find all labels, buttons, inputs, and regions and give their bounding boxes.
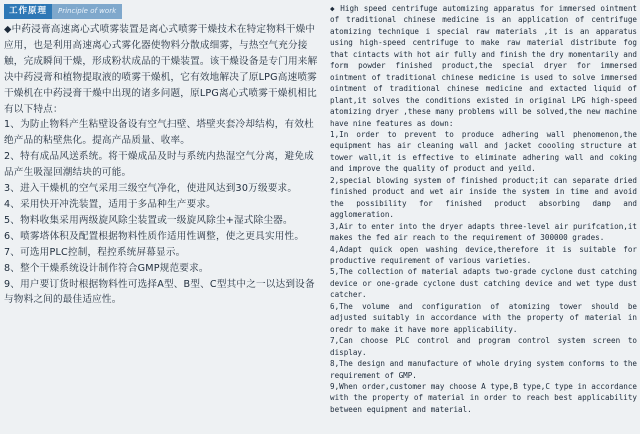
- en-item-9: 9,When order,customer may choose A type,B type,C type in accordance with the property of material in order to reach best applicability between equipment and material.: [330, 381, 637, 414]
- cn-item-3: 3、进入干燥机的空气采用三级空气净化，使进风达到30万级要求。: [4, 183, 298, 195]
- cn-item-6: 6、喷雾塔体积及配置根据物料性质作适用性调整，使之更具实用性。: [4, 230, 305, 242]
- cn-intro: ◆中药浸膏高速离心式喷雾装置是离心式喷雾干燥技术在特定物料干燥中应用，也是利用高速离心式雾化器使物料分散成细雾，与热空气充分接触，完成瞬间干燥，形成粉状成品的干燥装置。该干燥设备是专门用来解决中药浸膏和植物提取液的喷雾干燥机，它有效地解决了原LPG高速喷雾干燥机在中药浸膏干燥中出现的诸多问题，原LPG离心式喷雾干燥机相比有以下特点：: [4, 24, 318, 115]
- en-item-4: 4,Adapt quick open washing device,therefore it is suitable for productive requirement of various varieties.: [330, 244, 637, 265]
- en-item-5: 5,The collection of material adapts two-grade cyclone dust catching device or one-grade cyclone dust catching device and wet type dust catcher.: [330, 267, 637, 300]
- cn-item-7: 7、可选用PLC控制，程控系统屏幕显示。: [4, 246, 186, 258]
- en-item-1: 1,In order to prevent to produce adhering wall phenomenon,the equipment has air cleaning wall and jacket coooling structure at tower wall,it is effective to eliminate adhering wall and coking and improve the quality of product and yeild.: [330, 129, 637, 174]
- cn-item-1: 1、为防止物料产生粘壁设备设有空气扫壁、塔壁夹套冷却结构，有效杜绝产品的粘壁焦化。提高产品质量、收率。: [4, 119, 314, 147]
- en-item-8: 8,The design and manufacture of whole drying system conforms to the requirement of GMP.: [330, 359, 637, 380]
- en-item-6: 6,The volume and configuration of atomizing tower should be adjusted suitably in accordance with the property of material in oredr to make it have more applicability.: [330, 301, 637, 334]
- cn-item-9: 9、用户要订货时根据物料性可选择A型、B型、C型其中之一以达到设备与物料之间的最佳适应性。: [4, 278, 315, 306]
- section-tag-en: Principle of work: [52, 4, 122, 19]
- cn-item-2: 2、特有成品风送系统。将干燥成品及时与系统内热湿空气分离，避免成品产生吸湿回潮结块的可能。: [4, 151, 314, 179]
- section-header: [4, 4, 122, 19]
- cn-item-4: 4、采用快开冲洗装置，适用于多品种生产要求。: [4, 198, 216, 210]
- cn-item-5: 5、物料收集采用两级旋风除尘装置或一级旋风除尘+湿式除尘器。: [4, 214, 293, 226]
- cn-item-8: 8、整个干燥系统设计制作符合GMP规范要求。: [4, 262, 209, 274]
- section-tag-cn: 工作原理: [4, 4, 52, 19]
- chinese-column: [4, 22, 322, 308]
- en-intro: ◆ High speed centrifuge automizing apparatus for immersed ointment of traditional chinese medicine is an application of centrifuge atomizing technique i special raw materials ,it is an apparatus using high-speed centrifuge to make raw material distribute fog that cintacts with hot air fully and finish the dry momentarily and form powder finished product,the special dryer for immersed ointment of traditional chinese medicine is used to solve immersed ointment of traditional chinese medicine and extacted liquid of plant,it solves the conditions existed in original LPG high-speed atomizing dryer ,these many problems will be solved,the new machine have nine features as down:: [330, 4, 637, 128]
- en-item-2: 2,special blowing system of finished product;it can separate dried finished product and wet air inside the system in time and avoid the possibility for finished product absorbing damp and agglomeration.: [330, 175, 637, 220]
- english-column: [330, 3, 637, 415]
- en-item-7: 7,Can choose PLC control and program control system screen to display.: [330, 336, 637, 357]
- en-item-3: 3,Air to enter into the dryer adapts three-level air purifcation,it makes the fed air reach to the requirement of 300000 grades.: [330, 221, 637, 243]
